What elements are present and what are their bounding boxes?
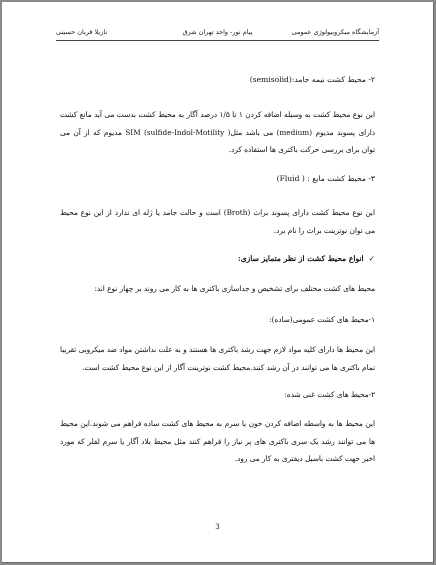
page-header <box>56 28 379 40</box>
fluid-heading: ۳- محیط کشت مایع : ( Fluid) <box>276 174 375 183</box>
enriched-media-heading: ۲-محیط های کشت غنی شده: <box>284 390 375 399</box>
semisolid-heading: ۲- محیط کشت نیمه جامد:(semisolid) <box>249 75 375 84</box>
document-page <box>2 2 434 563</box>
fluid-paragraph: این نوع محیط کشت دارای پسوند براث (Broth) است و حالت جامد یا ژله ای ندارد از این نوع محیط می توان نوترینت براث را نام برد. <box>60 208 375 235</box>
header-author: نازیلا قربان حسینی <box>56 28 108 36</box>
page-number: 3 <box>215 523 220 531</box>
enriched-media-paragraph: این محیط ها به واسطه اضافه کردن خون یا سرم به محیط های کشت ساده فراهم می شوند.این محیط ها می توانند رشد یک سری باکتری های پر نیاز را فراهم کنند مثل محیط بلاد آگار یا سرم لفلر که مورد اخیر جهت کشت باسیل دیفتری به کار می رود. <box>60 419 375 463</box>
header-university: پیام نور- واحد تهران شرق <box>182 28 253 36</box>
types-heading <box>60 250 375 268</box>
types-intro-paragraph: محیط های کشت مختلف برای تشخیص و جداسازی باکتری ها به کار می روند بر چهار نوع اند: <box>94 284 375 293</box>
types-heading-text: انواع محیط کشت از نظر متمایز سازی: <box>237 254 364 263</box>
header-lab-title: آزمایشگاه میکروبیولوژی عمومی <box>291 28 379 36</box>
simple-media-heading: ۱-محیط های کشت عمومی(ساده): <box>269 315 375 324</box>
semisolid-paragraph: این نوع محیط کشت به وسیله اضافه کردن ۱ تا ۱/۵ درصد آگار به محیط کشت بدست می آید مانع کشت دارای پسوند مدیوم (medium) می باشد مثل( SIM (sulfide-Indol-Motility مدیوم که از آن می توان برای بررسی حرکت باکتری ها استفاده کرد. <box>60 110 376 154</box>
simple-media-paragraph: این محیط ها دارای کلیه مواد لازم جهت رشد باکتری ها هستند و به علت نداشتن مواد ضد میکروبی تقریبا تمام باکتری ها می توانند در آن رشد کنند.محیط کشت نوترینت آگار از این نوع محیط کشت است. <box>60 345 375 372</box>
checkmark-icon: ✓ <box>368 254 375 263</box>
header-divider <box>56 40 379 41</box>
